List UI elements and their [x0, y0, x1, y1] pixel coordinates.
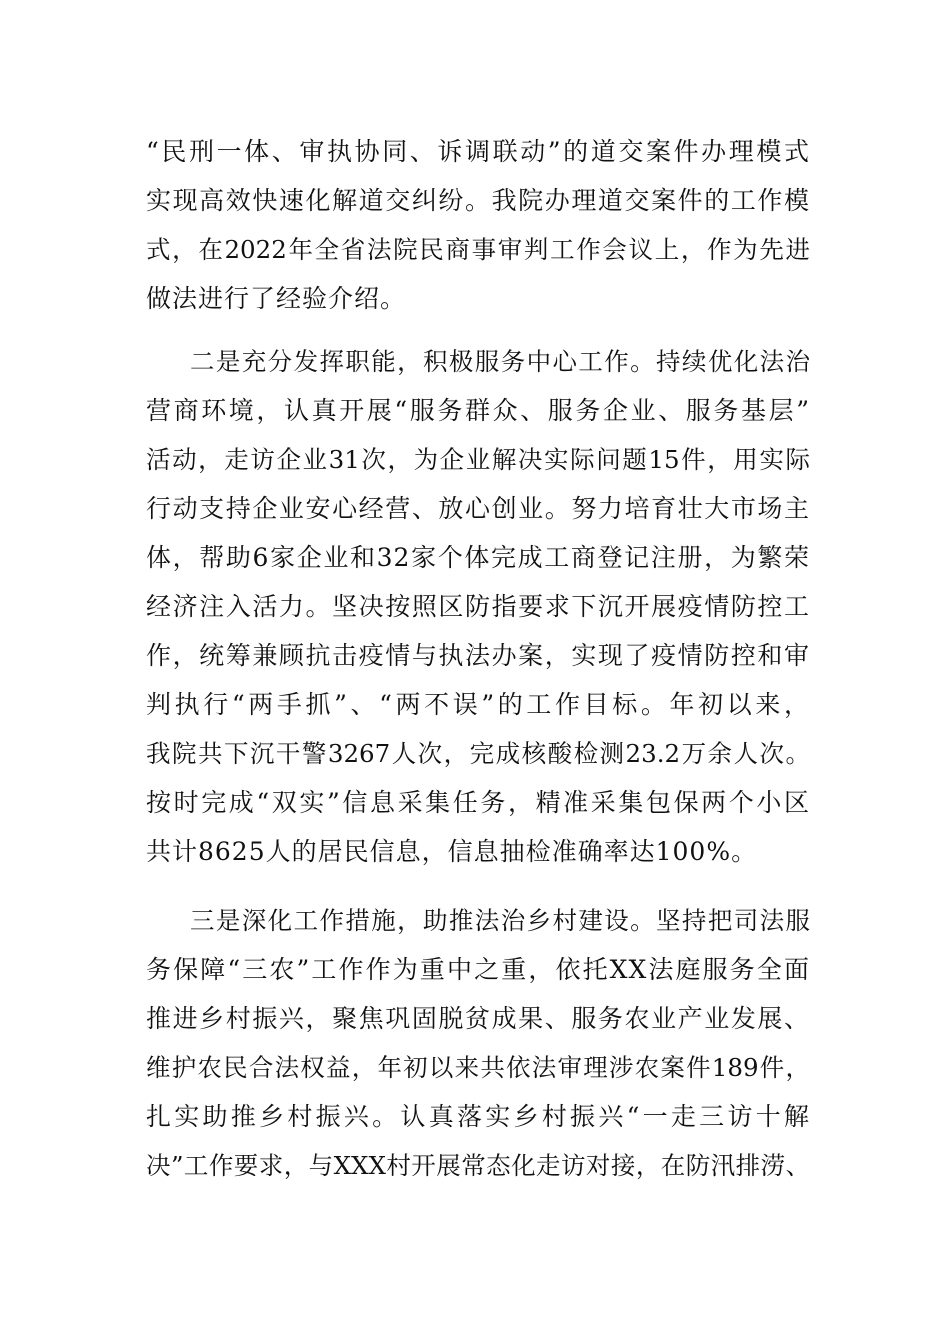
paragraph-1-line-3: 式，在2022年全省法院民商事审判工作会议上，作为先进 — [146, 235, 810, 264]
paragraph-3-line-2: 务保障“三农”工作作为重中之重，依托XX法庭服务全面 — [146, 955, 810, 984]
paragraph-2-line-5: 体，帮助6家企业和32家个体完成工商登记注册，为繁荣 — [146, 543, 810, 572]
paragraph-1-line-2: 实现高效快速化解道交纠纷。我院办理道交案件的工作模 — [146, 186, 810, 215]
paragraph-3-line-6: 决”工作要求，与XXX村开展常态化走访对接，在防汛排涝、 — [146, 1151, 810, 1180]
paragraph-1-line-1: “民刑一体、审执协同、诉调联动”的道交案件办理模式 — [146, 137, 810, 166]
paragraph-2-line-8: 判执行“两手抓”、“两不误”的工作目标。年初以来， — [146, 690, 810, 719]
paragraph-2-line-10: 按时完成“双实”信息采集任务，精准采集包保两个小区 — [146, 788, 810, 817]
paragraph-2-line-2: 营商环境，认真开展“服务群众、服务企业、服务基层” — [146, 396, 810, 425]
paragraph-3-line-5: 扎实助推乡村振兴。认真落实乡村振兴“一走三访十解 — [146, 1102, 810, 1131]
paragraph-2-line-9: 我院共下沉干警3267人次，完成核酸检测23.2万余人次。 — [146, 739, 810, 768]
paragraph-2-line-1: 二是充分发挥职能，积极服务中心工作。持续优化法治 — [190, 347, 810, 376]
paragraph-2-line-11: 共计8625人的居民信息，信息抽检准确率达100%。 — [146, 837, 758, 866]
paragraph-3-line-3: 推进乡村振兴，聚焦巩固脱贫成果、服务农业产业发展、 — [146, 1004, 810, 1033]
paragraph-1-line-4: 做法进行了经验介绍。 — [146, 284, 407, 313]
paragraph-3-line-1: 三是深化工作措施，助推法治乡村建设。坚持把司法服 — [190, 906, 810, 935]
paragraph-2-line-7: 作，统筹兼顾抗击疫情与执法办案，实现了疫情防控和审 — [146, 641, 810, 670]
paragraph-3-line-4: 维护农民合法权益，年初以来共依法审理涉农案件189件， — [146, 1053, 810, 1082]
paragraph-2-line-6: 经济注入活力。坚决按照区防指要求下沉开展疫情防控工 — [146, 592, 810, 621]
paragraph-2-line-3: 活动，走访企业31次，为企业解决实际问题15件，用实际 — [146, 445, 810, 474]
paragraph-2-line-4: 行动支持企业安心经营、放心创业。努力培育壮大市场主 — [146, 494, 810, 523]
